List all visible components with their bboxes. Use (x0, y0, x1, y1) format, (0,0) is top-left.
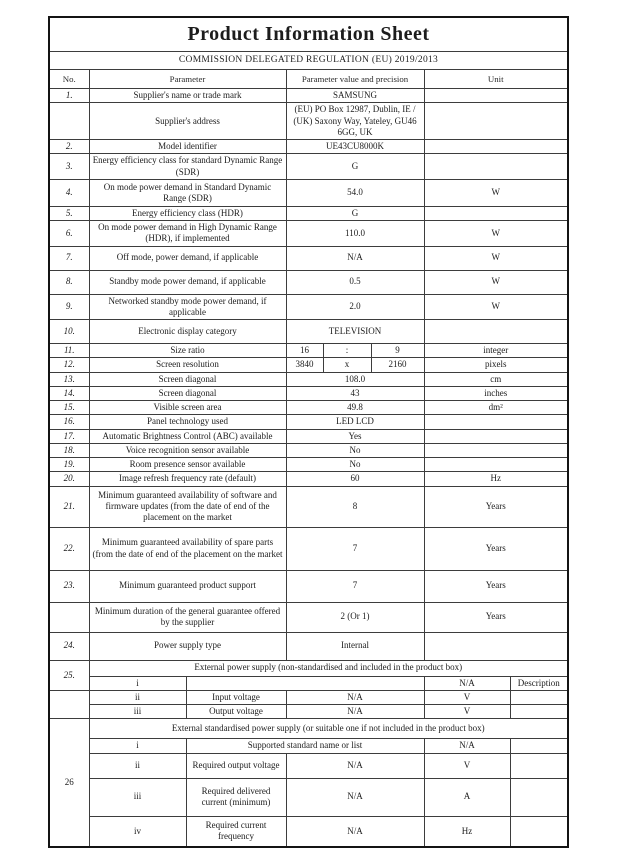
row-no: 8. (49, 270, 89, 294)
param-name: Minimum guaranteed availability of software and firmware updates (from the date of end of the placement on the market (89, 486, 286, 527)
row-no: 4. (49, 179, 89, 206)
table-row (49, 270, 568, 294)
table-row (49, 570, 568, 602)
sub-unit: V (424, 753, 510, 778)
sub-unit: Hz (424, 816, 510, 847)
param-name: Networked standby mode power demand, if applicable (89, 294, 286, 320)
col-header-value: Parameter value and precision (286, 70, 424, 89)
sub-description (510, 753, 568, 778)
param-name: Supplier's name or trade mark (89, 89, 286, 103)
table-row (49, 89, 568, 103)
param-value-part: 9 (371, 344, 424, 358)
row-no: 15. (49, 401, 89, 415)
param-name: Image refresh frequency rate (default) (89, 472, 286, 486)
param-value-part: 16 (286, 344, 323, 358)
param-unit (424, 320, 568, 344)
param-value: N/A (286, 246, 424, 270)
param-value-separator: x (323, 358, 371, 372)
sub-index: iii (89, 705, 186, 719)
sub-description (510, 816, 568, 847)
sub-name: Output voltage (186, 705, 286, 719)
sub-name: Supported standard name or list (186, 739, 424, 753)
table-row (49, 816, 568, 847)
param-value: (EU) PO Box 12987, Dublin, IE / (UK) Saxony Way, Yateley, GU46 6GG, UK (286, 103, 424, 140)
param-name: Minimum guaranteed product support (89, 570, 286, 602)
table-row (49, 472, 568, 486)
param-value: No (286, 458, 424, 472)
param-unit: Years (424, 570, 568, 602)
param-value: SAMSUNG (286, 89, 424, 103)
param-unit (424, 206, 568, 220)
table-row (49, 429, 568, 443)
param-unit: Years (424, 527, 568, 570)
table-row (49, 632, 568, 660)
param-name: On mode power demand in Standard Dynamic Range (SDR) (89, 179, 286, 206)
sub-index: ii (89, 753, 186, 778)
subtitle-row (49, 52, 568, 70)
param-unit: dm² (424, 401, 568, 415)
table-row (49, 294, 568, 320)
row-no: 16. (49, 415, 89, 429)
product-information-sheet (48, 16, 567, 848)
column-header-row (49, 70, 568, 89)
sub-unit: V (424, 705, 510, 719)
param-unit: integer (424, 344, 568, 358)
row-no: 22. (49, 527, 89, 570)
param-name: Minimum guaranteed availability of spare parts (from the date of end of the placement on the market (89, 527, 286, 570)
sub-name: Required current frequency (186, 816, 286, 847)
row-no-empty (49, 690, 89, 719)
section-25-title: External power supply (non-standardised and included in the product box) (89, 660, 568, 676)
row-no: 11. (49, 344, 89, 358)
sub-description (510, 778, 568, 816)
sub-unit: N/A (424, 739, 510, 753)
product-info-table (48, 16, 569, 848)
table-row (49, 778, 568, 816)
table-row (49, 372, 568, 386)
table-row (49, 179, 568, 206)
row-no: 10. (49, 320, 89, 344)
param-name: Energy efficiency class (HDR) (89, 206, 286, 220)
param-unit: Years (424, 602, 568, 632)
param-value: G (286, 206, 424, 220)
param-unit: W (424, 179, 568, 206)
row-no: 6. (49, 221, 89, 247)
param-value: 54.0 (286, 179, 424, 206)
table-row (49, 705, 568, 719)
param-value: 0.5 (286, 270, 424, 294)
param-unit: Hz (424, 472, 568, 486)
param-value-part: 3840 (286, 358, 323, 372)
section-26-title: External standardised power supply (or suitable one if not included in the product box) (89, 719, 568, 739)
param-unit (424, 458, 568, 472)
param-value: 110.0 (286, 221, 424, 247)
param-value: LED LCD (286, 415, 424, 429)
regulation-subtitle: COMMISSION DELEGATED REGULATION (EU) 2019/2013 (49, 52, 568, 70)
param-unit (424, 154, 568, 180)
table-row (49, 401, 568, 415)
param-value: UE43CU8000K (286, 140, 424, 154)
row-no: 18. (49, 443, 89, 457)
param-value: 2 (Or 1) (286, 602, 424, 632)
param-value: 60 (286, 472, 424, 486)
param-name: Standby mode power demand, if applicable (89, 270, 286, 294)
param-value: G (286, 154, 424, 180)
param-unit: inches (424, 386, 568, 400)
param-unit: W (424, 270, 568, 294)
param-unit (424, 140, 568, 154)
sub-unit: N/A (424, 676, 510, 690)
param-name: Supplier's address (89, 103, 286, 140)
sub-description (510, 739, 568, 753)
param-name: On mode power demand in High Dynamic Range (HDR), if implemented (89, 221, 286, 247)
row-no: 17. (49, 429, 89, 443)
section-row-25-header (49, 660, 568, 676)
param-name: Minimum duration of the general guarantee offered by the supplier (89, 602, 286, 632)
page-title: Product Information Sheet (49, 17, 568, 52)
table-row (49, 344, 568, 358)
param-value: TELEVISION (286, 320, 424, 344)
col-header-parameter: Parameter (89, 70, 286, 89)
param-name: Energy efficiency class for standard Dynamic Range (SDR) (89, 154, 286, 180)
param-value: 43 (286, 386, 424, 400)
param-value: 108.0 (286, 372, 424, 386)
param-name: Room presence sensor available (89, 458, 286, 472)
param-unit: pixels (424, 358, 568, 372)
param-name: Visible screen area (89, 401, 286, 415)
param-unit (424, 415, 568, 429)
sub-index: i (89, 676, 186, 690)
sub-description: Description (510, 676, 568, 690)
param-name: Voice recognition sensor available (89, 443, 286, 457)
sub-value: N/A (286, 753, 424, 778)
row-no: 26 (49, 719, 89, 847)
param-name: Size ratio (89, 344, 286, 358)
param-name: Off mode, power demand, if applicable (89, 246, 286, 270)
sub-name: Required delivered current (minimum) (186, 778, 286, 816)
table-row (49, 246, 568, 270)
sub-unit: V (424, 690, 510, 704)
sub-value: N/A (286, 690, 424, 704)
param-unit (424, 632, 568, 660)
table-row (49, 753, 568, 778)
row-no (49, 103, 89, 140)
sub-name: Required output voltage (186, 753, 286, 778)
sub-index: iv (89, 816, 186, 847)
table-row (49, 358, 568, 372)
sub-name (186, 676, 424, 690)
param-unit (424, 443, 568, 457)
param-unit: W (424, 294, 568, 320)
param-name: Screen resolution (89, 358, 286, 372)
param-name: Panel technology used (89, 415, 286, 429)
row-no: 7. (49, 246, 89, 270)
row-no: 24. (49, 632, 89, 660)
param-unit: cm (424, 372, 568, 386)
sub-index: ii (89, 690, 186, 704)
sub-description (510, 705, 568, 719)
row-no: 20. (49, 472, 89, 486)
row-no: 25. (49, 660, 89, 690)
row-no: 19. (49, 458, 89, 472)
param-name: Automatic Brightness Control (ABC) available (89, 429, 286, 443)
param-unit (424, 429, 568, 443)
title-row (49, 17, 568, 52)
row-no: 23. (49, 570, 89, 602)
param-name: Screen diagonal (89, 372, 286, 386)
param-unit: Years (424, 486, 568, 527)
row-no: 5. (49, 206, 89, 220)
section-row-26-header (49, 719, 568, 739)
sub-description (510, 690, 568, 704)
param-value: 8 (286, 486, 424, 527)
row-no: 2. (49, 140, 89, 154)
table-row (49, 676, 568, 690)
param-value: 7 (286, 527, 424, 570)
table-row (49, 386, 568, 400)
sub-index: iii (89, 778, 186, 816)
col-header-unit: Unit (424, 70, 568, 89)
param-unit: W (424, 246, 568, 270)
param-value: 7 (286, 570, 424, 602)
row-no: 3. (49, 154, 89, 180)
table-row (49, 443, 568, 457)
param-value: No (286, 443, 424, 457)
sub-unit: A (424, 778, 510, 816)
col-header-no: No. (49, 70, 89, 89)
sub-value: N/A (286, 778, 424, 816)
param-name: Power supply type (89, 632, 286, 660)
sub-name: Input voltage (186, 690, 286, 704)
table-row (49, 221, 568, 247)
row-no: 1. (49, 89, 89, 103)
row-no (49, 602, 89, 632)
param-value-separator: : (323, 344, 371, 358)
row-no: 9. (49, 294, 89, 320)
row-no: 21. (49, 486, 89, 527)
table-row (49, 739, 568, 753)
param-unit (424, 103, 568, 140)
table-row (49, 103, 568, 140)
param-name: Screen diagonal (89, 386, 286, 400)
row-no: 14. (49, 386, 89, 400)
table-row (49, 458, 568, 472)
table-row (49, 486, 568, 527)
sub-index: i (89, 739, 186, 753)
sub-value: N/A (286, 816, 424, 847)
param-value: 49.8 (286, 401, 424, 415)
sub-value: N/A (286, 705, 424, 719)
table-row (49, 140, 568, 154)
table-row (49, 206, 568, 220)
row-no: 12. (49, 358, 89, 372)
table-row (49, 690, 568, 704)
table-row (49, 154, 568, 180)
param-value-part: 2160 (371, 358, 424, 372)
table-row (49, 527, 568, 570)
param-unit (424, 89, 568, 103)
param-name: Model identifier (89, 140, 286, 154)
param-value: Yes (286, 429, 424, 443)
row-no: 13. (49, 372, 89, 386)
param-value: 2.0 (286, 294, 424, 320)
table-row (49, 320, 568, 344)
param-unit: W (424, 221, 568, 247)
table-row (49, 415, 568, 429)
param-name: Electronic display category (89, 320, 286, 344)
table-row (49, 602, 568, 632)
param-value: Internal (286, 632, 424, 660)
